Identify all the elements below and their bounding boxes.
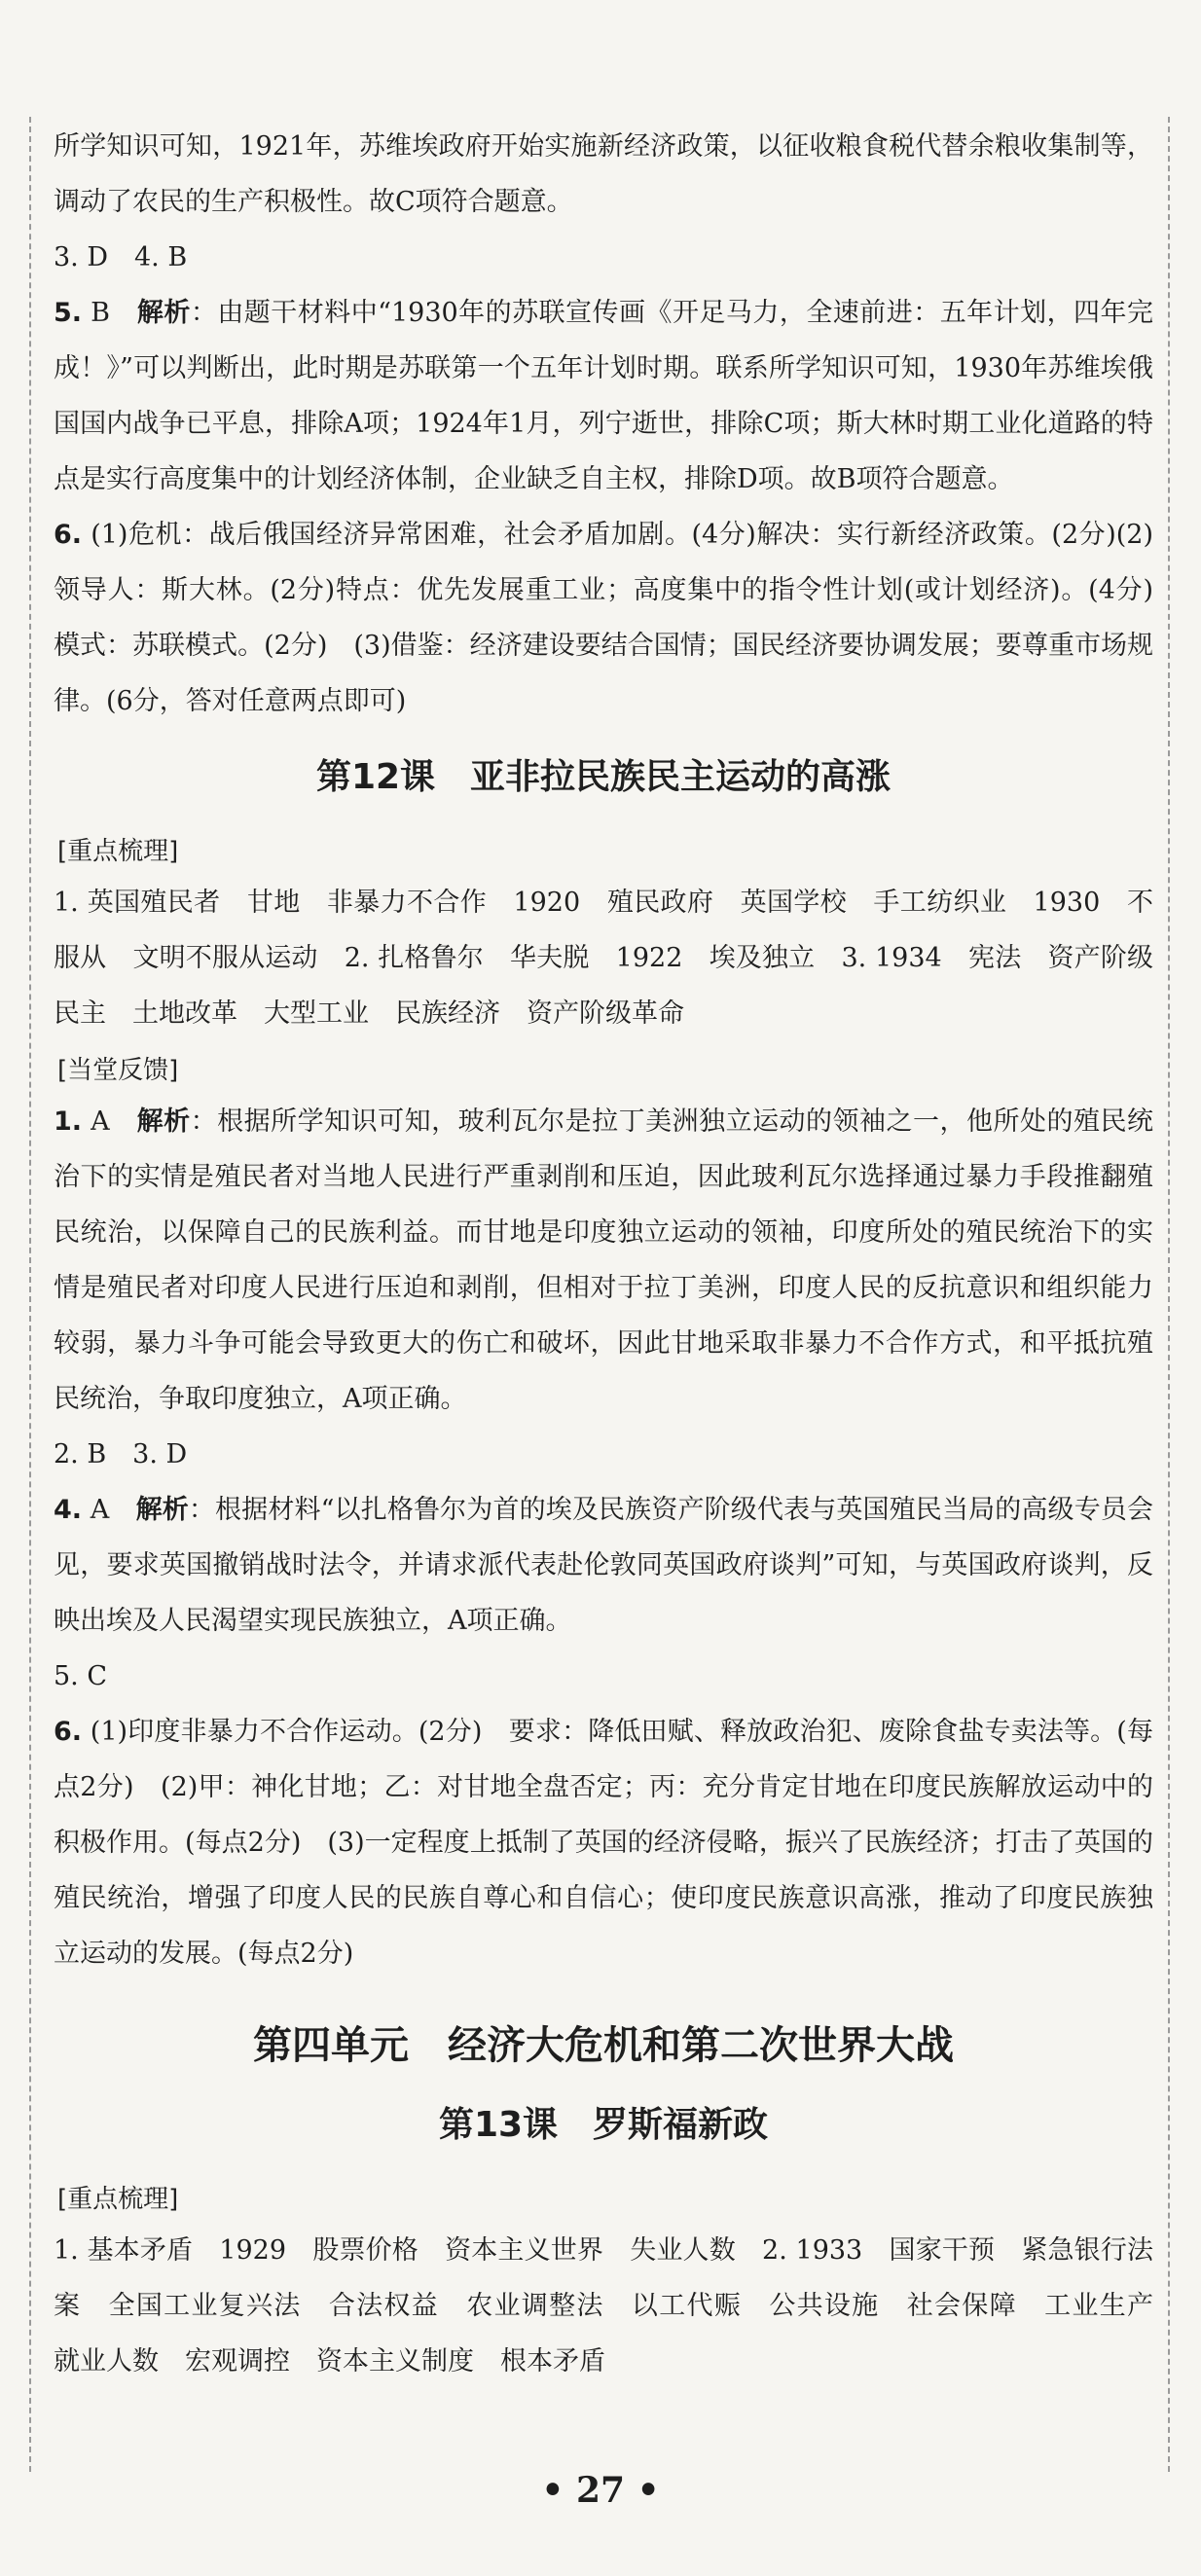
l12-q1-answer: A [91,1107,110,1137]
lesson-13-title: 第13课 罗斯福新政 [438,2105,769,2145]
tag-feedback-12: [ 当堂反馈 ] [54,1053,182,1088]
l12-answer-4 [54,1482,1153,1649]
lesson-12-title: 第12课 亚非拉民族民主运动的高涨 [315,757,892,797]
tag-key-points-12: [ 重点梳理 ] [54,834,182,869]
q5-answer: B [91,298,110,328]
content [54,119,1180,2389]
l12-answer-1 [54,1094,1153,1427]
tag-key-points-13: [ 重点梳理 ] [54,2182,182,2217]
page-number: • 27 • [541,2470,660,2511]
left-margin-rule [29,117,31,2472]
answer-6 [54,507,1180,729]
lesson-12-key-points: 1. 英国殖民者 甘地 非暴力不合作 1920 殖民政府 英国学校 手工纺织业 1930 不服从 文明不服从运动 2. 扎格鲁尔 华夫脱 1922 埃及独立 3. 1934 宪法 资产阶级民主 土地改革 大型工业 民族经济 资产阶级革命 [54,888,1153,1029]
q5-text: ：由题干材料中“1930年的苏联宣传画《开足马力，全速前进：五年计划，四年完成！》”可以判断出，此时期是苏联第一个五年计划时期。联系所学知识可知，1930年苏维埃俄国国内战争已平息，排除A项；1924年1月，列宁逝世，排除C项；斯大林时期工业化道路的特点是实行高度集中的计划经济体制，企业缺乏自主权，排除D项。故B项符合题意。 [54,298,1154,494]
q6-text: (1)危机：战后俄国经济异常困难，社会矛盾加剧。(4分)解决：实行新经济政策。(2分)(2)领导人：斯大林。(2分)特点：优先发展重工业；高度集中的指令性计划(或计划经济)。(4分) 模式：苏联模式。(2分) (3)借鉴：经济建设要结合国情；国民经济要协调发展；要尊重市场规律。(6分，答对任意两点即可) [54,520,1180,716]
answer-5 [54,285,1153,507]
right-margin-rule [1168,117,1170,2472]
l12-answer-5: 5. C [54,1661,108,1691]
l12-answers-2-3: 2. B 3. D [54,1439,188,1469]
l12-q4-answer: A [90,1495,110,1525]
q5-number: 5. [54,298,83,328]
l12-q4-label: 解析 [135,1495,189,1525]
l12-q4-text: ：根据材料“以扎格鲁尔为首的埃及民族资产阶级代表与英国殖民当局的高级专员会见，要求英国撤销战时法令，并请求派代表赴伦敦同英国政府谈判”可知，与英国政府谈判，反映出埃及人民渴望实现民族独立，A项正确。 [54,1495,1153,1636]
unit-4-title: 第四单元 经济大危机和第二次世界大战 [253,2023,954,2068]
l12-q1-label: 解析 [136,1107,191,1137]
lesson-13-key-points: 1. 基本矛盾 1929 股票价格 资本主义世界 失业人数 2. 1933 国家干预 紧急银行法案 全国工业复兴法 合法权益 农业调整法 以工代赈 公共设施 社会保障 工业生产 就业人数 宏观调控 资本主义制度 根本矛盾 [54,2235,1180,2376]
intro-paragraph: 所学知识可知，1921年，苏维埃政府开始实施新经济政策，以征收粮食税代替余粮收集制等，调动了农民的生产积极性。故C项符合题意。 [54,131,1153,217]
l12-q1-text: ：根据所学知识可知，玻利瓦尔是拉丁美洲独立运动的领袖之一，他所处的殖民统治下的实情是殖民者对当地人民进行严重剥削和压迫，因此玻利瓦尔选择通过暴力手段推翻殖民统治，以保障自己的民族利益。而甘地是印度独立运动的领袖，印度所处的殖民统治下的实情是殖民者对印度人民进行压迫和剥削，但相对于拉丁美洲，印度人民的反抗意识和组织能力较弱，暴力斗争可能会导致更大的伤亡和破坏，因此甘地采取非暴力不合作方式，和平抵抗殖民统治，争取印度独立，A项正确。 [54,1107,1154,1414]
l12-q1-number: 1. [54,1107,83,1137]
l12-answer-6 [54,1704,1153,1981]
l12-q4-number: 4. [54,1495,83,1525]
q5-label: 解析 [136,298,191,328]
q6-number: 6. [54,520,83,550]
l12-q6-number: 6. [54,1717,83,1747]
answers-3-4: 3. D 4. B [54,242,188,272]
l12-q6-text: (1)印度非暴力不合作运动。(2分) 要求：降低田赋、释放政治犯、废除食盐专卖法等。(每点2分) (2)甲：神化甘地；乙：对甘地全盘否定；丙：充分肯定甘地在印度民族解放运动中的积极作用。(每点2分) (3)一定程度上抵制了英国的经济侵略，振兴了民族经济；打击了英国的殖民统治，增强了印度人民的民族自尊心和自信心；使印度民族意识高涨，推动了印度民族独立运动的发展。(每点2分) [54,1717,1153,1969]
